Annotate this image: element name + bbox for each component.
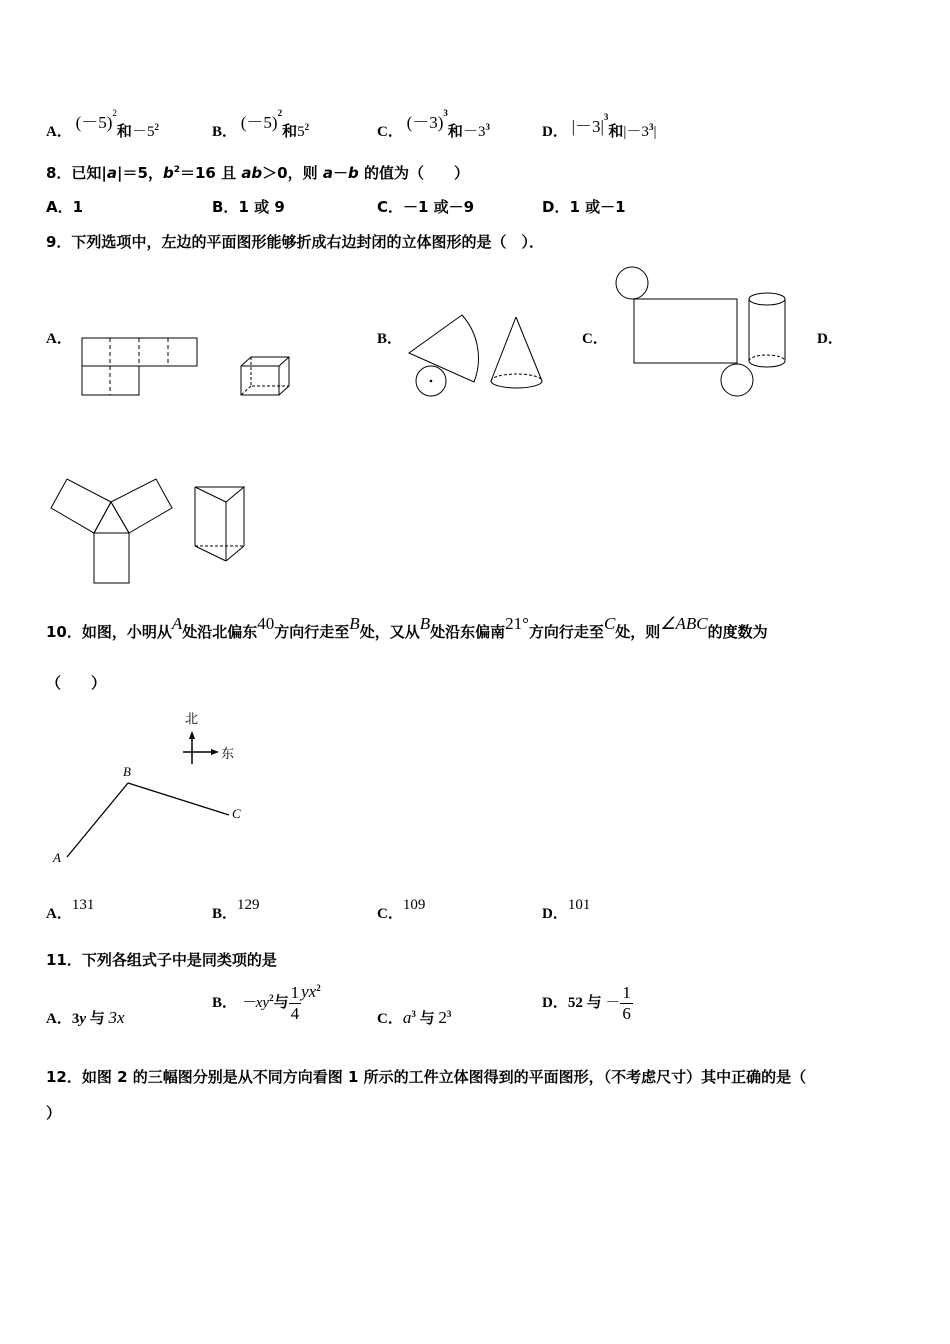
q9-stem: 9．下列选项中，左边的平面图形能够折成右边封闭的立体图形的是（ ）． <box>46 233 544 251</box>
q10-option-d: D．101 <box>542 897 591 922</box>
point-b-label: B <box>123 764 131 779</box>
path-lines <box>67 783 229 857</box>
q12-stem-line1: 12．如图 2 的三幅图分别是从不同方向看图 1 所示的工件立体图得到的平面图形，（不考虑尺寸）其中正确的是（ <box>46 1068 807 1086</box>
q8-option-a: A．1 <box>46 198 84 216</box>
q10-option-a: A．131 <box>46 897 95 922</box>
q11-option-a: A．3y 与 3x <box>46 1008 125 1027</box>
q11-option-c: C．$a^3$ 与 $2^3$ <box>377 1008 452 1027</box>
compass-north-label: 北 <box>185 712 199 727</box>
q10-stem: 10．如图，小明从A处沿北偏东40方向行走至B处，又从B处沿东偏南21°方向行走至C处，则∠ABC的度数为 <box>46 614 768 641</box>
q9-label-b: B． <box>377 331 403 347</box>
q7-option-c: C． $(-3)^3$和$-3^3$ <box>377 108 490 140</box>
q8-option-d: D．1 或－1 <box>542 198 626 216</box>
q11-stem: 11．下列各组式子中是同类项的是 <box>46 951 277 969</box>
q8-option-b: B．1 或 9 <box>212 198 285 216</box>
q8-stem: 8．已知|a|＝5，$b^2=16$ 且 ab＞0，则 a－b 的值为（ ） <box>46 164 469 182</box>
q7-option-d: D． $|-3|^3$和$|-3^3|$ <box>542 112 657 140</box>
q9-label-d: D． <box>817 331 843 347</box>
q11-option-b: B． $-xy^2$与 $\frac{1}{4}$ $yx^2$ <box>212 981 321 1023</box>
q7-option-a: A． $(-5)^2$和$-5^2$ <box>46 108 159 140</box>
q7-option-b: B． $(-5)^2$和$5^2$ <box>212 108 310 140</box>
q10-option-c: C．109 <box>377 897 426 922</box>
point-a-label: A <box>53 850 61 865</box>
fraction-one-sixth: $\frac{1}{6}$ <box>622 983 631 1023</box>
point-c-label: C <box>232 806 241 821</box>
compass-east-label: 东 <box>221 747 235 762</box>
q10-option-b: B．129 <box>212 897 260 922</box>
q11-option-d: D．52 与 － $\frac{1}{6}$ <box>542 983 631 1023</box>
q9-label-c: C． <box>582 331 608 347</box>
q9-label-a: A． <box>46 331 72 347</box>
q8-option-c: C．－1 或－9 <box>377 198 475 216</box>
fraction-one-quarter: $\frac{1}{4}$ <box>290 983 300 1023</box>
q10-paren: （ ） <box>46 674 107 692</box>
compass <box>183 731 219 764</box>
q12-stem-line2: ） <box>46 1104 62 1122</box>
